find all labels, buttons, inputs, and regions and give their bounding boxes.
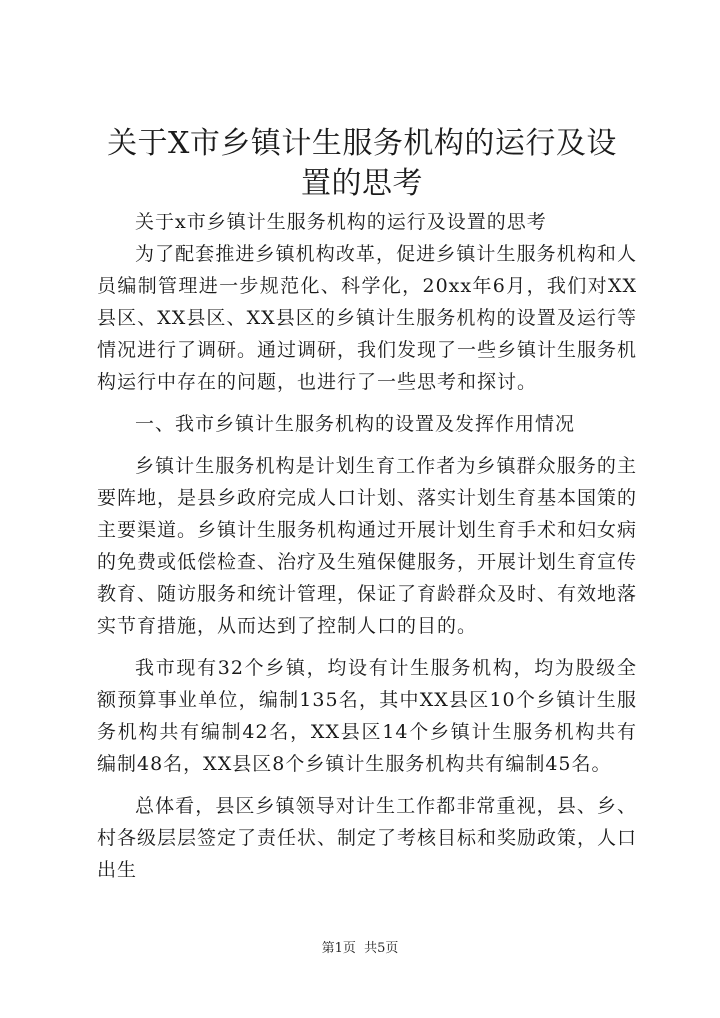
paragraph-intro: 为了配套推进乡镇机构改革，促进乡镇计生服务机构和人员编制管理进一步规范化、科学化，20xx年6月，我们对XX县区、XX县区、XX县区的乡镇计生服务机构的设置及运行等情况进行了调研。通过调研，我们发现了一些乡镇计生服务机构运行中存在的问题，也进行了一些思考和探讨。	[97, 243, 638, 393]
page-footer	[0, 940, 720, 958]
paragraph-role: 乡镇计生服务机构是计划生育工作者为乡镇群众服务的主要阵地，是县乡政府完成人口计划、落实计划生育基本国策的主要渠道。乡镇计生服务机构通过开展计划生育手术和妇女病的免费或低偿检查、治疗及生殖保健服务，开展计划生育宣传教育、随访服务和统计管理，保证了育龄群众及时、有效地落实节育措施，从而达到了控制人口的目的。	[97, 455, 638, 637]
paragraph-subtitle: 关于x市乡镇计生服务机构的运行及设置的思考	[135, 211, 547, 233]
section-heading: 一、我市乡镇计生服务机构的设置及发挥作用情况	[135, 413, 576, 435]
paragraph-statistics: 我市现有32个乡镇，均设有计生服务机构，均为股级全额预算事业单位，编制135名，其中XX县区10个乡镇计生服务机构共有编制42名，XX县区14个乡镇计生服务机构共有编制48名，XX县区8个乡镇计生服务机构共有编制45名。	[97, 657, 637, 775]
document-body	[97, 206, 637, 886]
page-number: 第1页	[321, 941, 356, 956]
paragraph-overview: 总体看，县区乡镇领导对计生工作都非常重视，县、乡、村各级层层签定了责任状、制定了考核目标和奖励政策，人口出生	[97, 795, 638, 881]
page-total: 共5页	[364, 941, 399, 956]
document-title: 关于X市乡镇计生服务机构的运行及设置的思考	[107, 126, 617, 201]
